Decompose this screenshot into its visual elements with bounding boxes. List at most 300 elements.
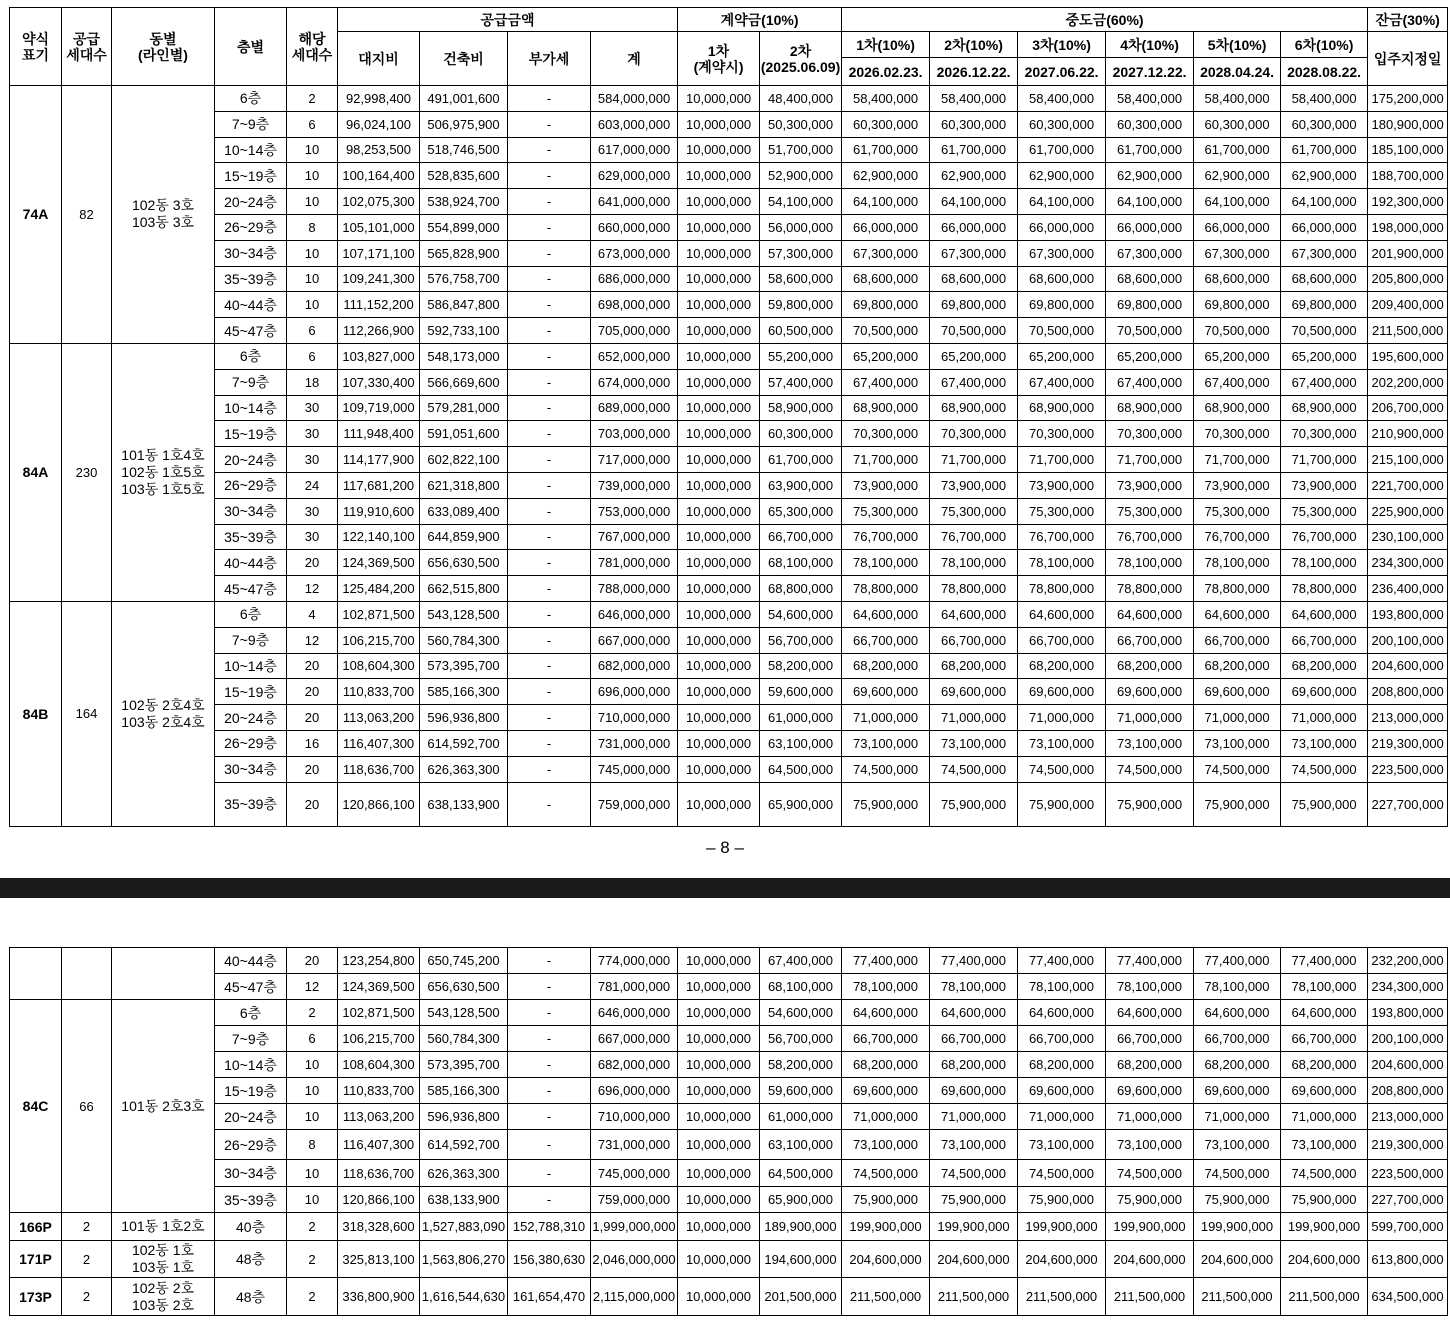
units-cell: 24 [287,472,338,498]
contract-1-cell: 10,000,000 [678,601,760,627]
total-cell: 617,000,000 [591,137,678,163]
header-contract: 계약금(10%) [678,8,842,32]
vat-cell: - [508,1052,591,1078]
interim-1-cell: 61,700,000 [842,137,930,163]
balance-cell: 193,800,000 [1368,601,1448,627]
total-cell: 603,000,000 [591,111,678,137]
interim-2-cell: 75,900,000 [930,1187,1018,1213]
vat-cell: - [508,447,591,473]
building-cost-cell: 1,616,544,630 [420,1278,508,1316]
contract-2-cell: 56,700,000 [760,627,842,653]
interim-3-cell: 73,100,000 [1018,1130,1106,1160]
total-cell: 686,000,000 [591,266,678,292]
contract-2-cell: 59,600,000 [760,1078,842,1104]
interim-3-cell: 69,600,000 [1018,679,1106,705]
table-row [10,550,1448,576]
units-cell: 8 [287,214,338,240]
interim-2-cell: 211,500,000 [930,1278,1018,1316]
contract-1-cell: 10,000,000 [678,318,760,344]
land-cell: 108,604,300 [338,1052,420,1078]
header-total: 계 [591,32,678,86]
interim-5-cell: 75,300,000 [1194,498,1281,524]
interim-4-cell: 62,900,000 [1106,163,1194,189]
interim-2-cell: 62,900,000 [930,163,1018,189]
floor-cell: 7~9층 [215,1026,287,1052]
interim-4-cell: 199,900,000 [1106,1213,1194,1241]
interim-3-cell: 67,400,000 [1018,369,1106,395]
vat-cell: - [508,1187,591,1213]
interim-1-cell: 70,500,000 [842,318,930,344]
header-supply-price: 공급금액 [338,8,678,32]
land-cell: 102,871,500 [338,601,420,627]
interim-2-cell: 75,300,000 [930,498,1018,524]
vat-cell: - [508,524,591,550]
interim-5-cell: 78,800,000 [1194,576,1281,602]
contract-1-cell: 10,000,000 [678,421,760,447]
balance-cell: 188,700,000 [1368,163,1448,189]
interim-6-cell: 60,300,000 [1281,111,1368,137]
interim-5-cell: 73,100,000 [1194,730,1281,756]
land-cell: 106,215,700 [338,1026,420,1052]
interim-3-cell: 58,400,000 [1018,86,1106,112]
floor-cell: 20~24층 [215,189,287,215]
vat-cell: - [508,163,591,189]
interim-1-cell: 73,100,000 [842,730,930,756]
floor-cell: 35~39층 [215,266,287,292]
interim-2-cell: 66,700,000 [930,1026,1018,1052]
floor-cell: 40층 [215,1213,287,1241]
interim-3-cell: 68,600,000 [1018,266,1106,292]
header-interim-date-3: 2027.06.22. [1018,58,1106,86]
balance-cell: 204,600,000 [1368,653,1448,679]
balance-cell: 200,100,000 [1368,1026,1448,1052]
table-row [10,627,1448,653]
total-cell: 759,000,000 [591,782,678,826]
land-cell: 119,910,600 [338,498,420,524]
contract-1-cell: 10,000,000 [678,974,760,1000]
interim-2-cell: 64,600,000 [930,1000,1018,1026]
interim-3-cell: 75,900,000 [1018,1187,1106,1213]
units-cell: 16 [287,730,338,756]
supply-cell: 164 [62,601,112,826]
vat-cell: - [508,948,591,974]
lines-cell: 101동 1호2호 [112,1213,215,1241]
floor-cell: 35~39층 [215,524,287,550]
total-cell: 731,000,000 [591,730,678,756]
interim-6-cell: 68,200,000 [1281,653,1368,679]
interim-2-cell: 61,700,000 [930,137,1018,163]
interim-3-cell: 211,500,000 [1018,1278,1106,1316]
type-cell: 171P [10,1241,62,1278]
contract-1-cell: 10,000,000 [678,240,760,266]
interim-3-cell: 75,900,000 [1018,782,1106,826]
floor-cell: 30~34층 [215,756,287,782]
contract-2-cell: 54,600,000 [760,601,842,627]
table-row [10,137,1448,163]
units-cell: 10 [287,1104,338,1130]
contract-1-cell: 10,000,000 [678,86,760,112]
contract-1-cell: 10,000,000 [678,1052,760,1078]
contract-2-cell: 58,900,000 [760,395,842,421]
interim-6-cell: 61,700,000 [1281,137,1368,163]
contract-2-cell: 68,100,000 [760,974,842,1000]
contract-2-cell: 194,600,000 [760,1241,842,1278]
table-row [10,1241,1448,1278]
interim-5-cell: 69,600,000 [1194,679,1281,705]
building-cost-cell: 662,515,800 [420,576,508,602]
contract-1-cell: 10,000,000 [678,524,760,550]
interim-1-cell: 70,300,000 [842,421,930,447]
units-cell: 10 [287,292,338,318]
interim-3-cell: 78,100,000 [1018,974,1106,1000]
land-cell: 124,369,500 [338,974,420,1000]
contract-2-cell: 48,400,000 [760,86,842,112]
floor-cell: 26~29층 [215,472,287,498]
interim-4-cell: 64,100,000 [1106,189,1194,215]
interim-4-cell: 73,100,000 [1106,730,1194,756]
table-row [10,1213,1448,1241]
balance-cell: 211,500,000 [1368,318,1448,344]
interim-4-cell: 66,700,000 [1106,627,1194,653]
table-row [10,1052,1448,1078]
interim-3-cell: 66,700,000 [1018,1026,1106,1052]
interim-5-cell: 67,400,000 [1194,369,1281,395]
supply-cell [62,948,112,1000]
interim-6-cell: 64,600,000 [1281,601,1368,627]
building-cost-cell: 538,924,700 [420,189,508,215]
interim-4-cell: 67,400,000 [1106,369,1194,395]
interim-1-cell: 64,100,000 [842,189,930,215]
page-number: – 8 – [706,838,744,857]
interim-2-cell: 71,000,000 [930,705,1018,731]
interim-2-cell: 70,500,000 [930,318,1018,344]
table-row [10,524,1448,550]
vat-cell: - [508,472,591,498]
total-cell: 710,000,000 [591,705,678,731]
contract-2-cell: 65,300,000 [760,498,842,524]
contract-1-cell: 10,000,000 [678,1213,760,1241]
vat-cell: - [508,240,591,266]
total-cell: 682,000,000 [591,653,678,679]
interim-6-cell: 69,600,000 [1281,679,1368,705]
interim-6-cell: 71,000,000 [1281,1104,1368,1130]
table-row [10,343,1448,369]
land-cell: 107,330,400 [338,369,420,395]
interim-5-cell: 64,600,000 [1194,601,1281,627]
balance-cell: 195,600,000 [1368,343,1448,369]
total-cell: 759,000,000 [591,1187,678,1213]
interim-6-cell: 75,900,000 [1281,782,1368,826]
contract-2-cell: 59,800,000 [760,292,842,318]
interim-4-cell: 69,600,000 [1106,679,1194,705]
interim-6-cell: 64,100,000 [1281,189,1368,215]
supply-cell: 2 [62,1241,112,1278]
contract-1-cell: 10,000,000 [678,137,760,163]
floor-cell: 40~44층 [215,550,287,576]
price-table-top [9,7,1448,827]
land-cell: 118,636,700 [338,1160,420,1187]
contract-1-cell: 10,000,000 [678,447,760,473]
interim-4-cell: 64,600,000 [1106,1000,1194,1026]
units-cell: 30 [287,498,338,524]
units-cell: 10 [287,240,338,266]
table-row [10,421,1448,447]
building-cost-cell: 638,133,900 [420,782,508,826]
interim-2-cell: 69,600,000 [930,679,1018,705]
interim-3-cell: 70,300,000 [1018,421,1106,447]
units-cell: 2 [287,86,338,112]
land-cell: 103,827,000 [338,343,420,369]
contract-1-cell: 10,000,000 [678,1187,760,1213]
balance-cell: 227,700,000 [1368,782,1448,826]
total-cell: 652,000,000 [591,343,678,369]
land-cell: 118,636,700 [338,756,420,782]
total-cell: 689,000,000 [591,395,678,421]
contract-1-cell: 10,000,000 [678,756,760,782]
floor-cell: 10~14층 [215,1052,287,1078]
units-cell: 30 [287,395,338,421]
total-cell: 667,000,000 [591,627,678,653]
interim-5-cell: 68,200,000 [1194,653,1281,679]
interim-2-cell: 204,600,000 [930,1241,1018,1278]
header-building-line: 동별 (라인별) [112,8,215,86]
table-row [10,163,1448,189]
interim-6-cell: 66,000,000 [1281,214,1368,240]
vat-cell: - [508,421,591,447]
interim-5-cell: 66,700,000 [1194,1026,1281,1052]
total-cell: 673,000,000 [591,240,678,266]
interim-3-cell: 70,500,000 [1018,318,1106,344]
balance-cell: 204,600,000 [1368,1052,1448,1078]
total-cell: 698,000,000 [591,292,678,318]
interim-1-cell: 76,700,000 [842,524,930,550]
land-cell: 111,948,400 [338,421,420,447]
floor-cell: 15~19층 [215,679,287,705]
building-cost-cell: 506,975,900 [420,111,508,137]
units-cell: 2 [287,1000,338,1026]
interim-6-cell: 75,900,000 [1281,1187,1368,1213]
balance-cell: 180,900,000 [1368,111,1448,137]
floor-cell: 45~47층 [215,318,287,344]
interim-4-cell: 69,800,000 [1106,292,1194,318]
units-cell: 12 [287,974,338,1000]
vat-cell: - [508,111,591,137]
total-cell: 584,000,000 [591,86,678,112]
land-cell: 113,063,200 [338,705,420,731]
interim-1-cell: 67,300,000 [842,240,930,266]
supply-cell: 230 [62,343,112,601]
interim-4-cell: 75,900,000 [1106,782,1194,826]
interim-5-cell: 58,400,000 [1194,86,1281,112]
table-row [10,1026,1448,1052]
supply-cell: 82 [62,86,112,344]
building-cost-cell: 614,592,700 [420,730,508,756]
vat-cell: - [508,137,591,163]
interim-4-cell: 68,600,000 [1106,266,1194,292]
table-row [10,1104,1448,1130]
building-cost-cell: 560,784,300 [420,627,508,653]
header-land: 대지비 [338,32,420,86]
lines-cell: 101동 2호3호 [112,1000,215,1213]
units-cell: 10 [287,1160,338,1187]
floor-cell: 40~44층 [215,292,287,318]
interim-1-cell: 58,400,000 [842,86,930,112]
balance-cell: 219,300,000 [1368,730,1448,756]
units-cell: 2 [287,1241,338,1278]
vat-cell: - [508,292,591,318]
building-cost-cell: 656,630,500 [420,974,508,1000]
units-cell: 8 [287,1130,338,1160]
interim-4-cell: 67,300,000 [1106,240,1194,266]
interim-6-cell: 199,900,000 [1281,1213,1368,1241]
floor-cell: 35~39층 [215,782,287,826]
interim-5-cell: 65,200,000 [1194,343,1281,369]
vat-cell: - [508,395,591,421]
interim-4-cell: 70,300,000 [1106,421,1194,447]
land-cell: 120,866,100 [338,1187,420,1213]
units-cell: 6 [287,318,338,344]
vat-cell: - [508,498,591,524]
units-cell: 20 [287,782,338,826]
contract-1-cell: 10,000,000 [678,679,760,705]
interim-2-cell: 199,900,000 [930,1213,1018,1241]
interim-5-cell: 60,300,000 [1194,111,1281,137]
header-interim-4: 4차(10%) [1106,32,1194,58]
interim-1-cell: 68,200,000 [842,653,930,679]
floor-cell: 10~14층 [215,395,287,421]
total-cell: 745,000,000 [591,756,678,782]
header-building-cost: 건축비 [420,32,508,86]
total-cell: 774,000,000 [591,948,678,974]
contract-1-cell: 10,000,000 [678,653,760,679]
contract-2-cell: 63,900,000 [760,472,842,498]
interim-1-cell: 64,600,000 [842,1000,930,1026]
units-cell: 10 [287,1052,338,1078]
interim-5-cell: 75,900,000 [1194,1187,1281,1213]
table-row [10,266,1448,292]
contract-2-cell: 58,200,000 [760,653,842,679]
header-balance-date: 입주지정일 [1368,32,1448,86]
lines-cell [112,948,215,1000]
balance-cell: 213,000,000 [1368,705,1448,731]
land-cell: 111,152,200 [338,292,420,318]
contract-1-cell: 10,000,000 [678,1130,760,1160]
total-cell: 667,000,000 [591,1026,678,1052]
floor-cell: 7~9층 [215,627,287,653]
floor-cell: 15~19층 [215,1078,287,1104]
building-cost-cell: 591,051,600 [420,421,508,447]
vat-cell: - [508,1000,591,1026]
balance-cell: 185,100,000 [1368,137,1448,163]
land-cell: 109,719,000 [338,395,420,421]
floor-cell: 26~29층 [215,1130,287,1160]
floor-cell: 45~47층 [215,974,287,1000]
building-cost-cell: 650,745,200 [420,948,508,974]
building-cost-cell: 614,592,700 [420,1130,508,1160]
contract-2-cell: 201,500,000 [760,1278,842,1316]
floor-cell: 20~24층 [215,1104,287,1130]
total-cell: 696,000,000 [591,679,678,705]
interim-2-cell: 73,100,000 [930,730,1018,756]
interim-6-cell: 73,900,000 [1281,472,1368,498]
header-interim-3: 3차(10%) [1018,32,1106,58]
total-cell: 788,000,000 [591,576,678,602]
interim-2-cell: 67,400,000 [930,369,1018,395]
interim-4-cell: 68,900,000 [1106,395,1194,421]
contract-2-cell: 65,900,000 [760,1187,842,1213]
table-row [10,1130,1448,1160]
interim-2-cell: 73,900,000 [930,472,1018,498]
interim-3-cell: 60,300,000 [1018,111,1106,137]
interim-4-cell: 61,700,000 [1106,137,1194,163]
interim-6-cell: 71,000,000 [1281,705,1368,731]
interim-3-cell: 78,100,000 [1018,550,1106,576]
table-row [10,214,1448,240]
interim-4-cell: 66,000,000 [1106,214,1194,240]
building-cost-cell: 560,784,300 [420,1026,508,1052]
contract-2-cell: 57,300,000 [760,240,842,266]
interim-6-cell: 75,300,000 [1281,498,1368,524]
contract-1-cell: 10,000,000 [678,1160,760,1187]
land-cell: 105,101,000 [338,214,420,240]
contract-2-cell: 61,700,000 [760,447,842,473]
building-cost-cell: 518,746,500 [420,137,508,163]
header-floor: 층별 [215,8,287,86]
vat-cell: - [508,627,591,653]
balance-cell: 634,500,000 [1368,1278,1448,1316]
floor-cell: 7~9층 [215,111,287,137]
building-cost-cell: 596,936,800 [420,705,508,731]
total-cell: 646,000,000 [591,1000,678,1026]
table-row [10,472,1448,498]
interim-5-cell: 61,700,000 [1194,137,1281,163]
balance-cell: 236,400,000 [1368,576,1448,602]
interim-6-cell: 67,400,000 [1281,369,1368,395]
interim-6-cell: 67,300,000 [1281,240,1368,266]
interim-3-cell: 68,200,000 [1018,653,1106,679]
total-cell: 682,000,000 [591,1052,678,1078]
interim-1-cell: 75,900,000 [842,1187,930,1213]
balance-cell: 202,200,000 [1368,369,1448,395]
vat-cell: - [508,189,591,215]
interim-4-cell: 66,700,000 [1106,1026,1194,1052]
total-cell: 767,000,000 [591,524,678,550]
floor-cell: 6층 [215,86,287,112]
vat-cell: - [508,1026,591,1052]
interim-5-cell: 74,500,000 [1194,1160,1281,1187]
interim-2-cell: 69,800,000 [930,292,1018,318]
contract-2-cell: 56,000,000 [760,214,842,240]
land-cell: 108,604,300 [338,653,420,679]
table-row [10,111,1448,137]
floor-cell: 20~24층 [215,447,287,473]
contract-2-cell: 64,500,000 [760,756,842,782]
contract-1-cell: 10,000,000 [678,576,760,602]
interim-5-cell: 66,000,000 [1194,214,1281,240]
contract-2-cell: 59,600,000 [760,679,842,705]
balance-cell: 200,100,000 [1368,627,1448,653]
total-cell: 696,000,000 [591,1078,678,1104]
units-cell: 12 [287,627,338,653]
interim-3-cell: 68,900,000 [1018,395,1106,421]
building-cost-cell: 585,166,300 [420,1078,508,1104]
contract-2-cell: 56,700,000 [760,1026,842,1052]
contract-2-cell: 52,900,000 [760,163,842,189]
land-cell: 120,866,100 [338,782,420,826]
land-cell: 100,164,400 [338,163,420,189]
header-units: 해당 세대수 [287,8,338,86]
interim-4-cell: 70,500,000 [1106,318,1194,344]
